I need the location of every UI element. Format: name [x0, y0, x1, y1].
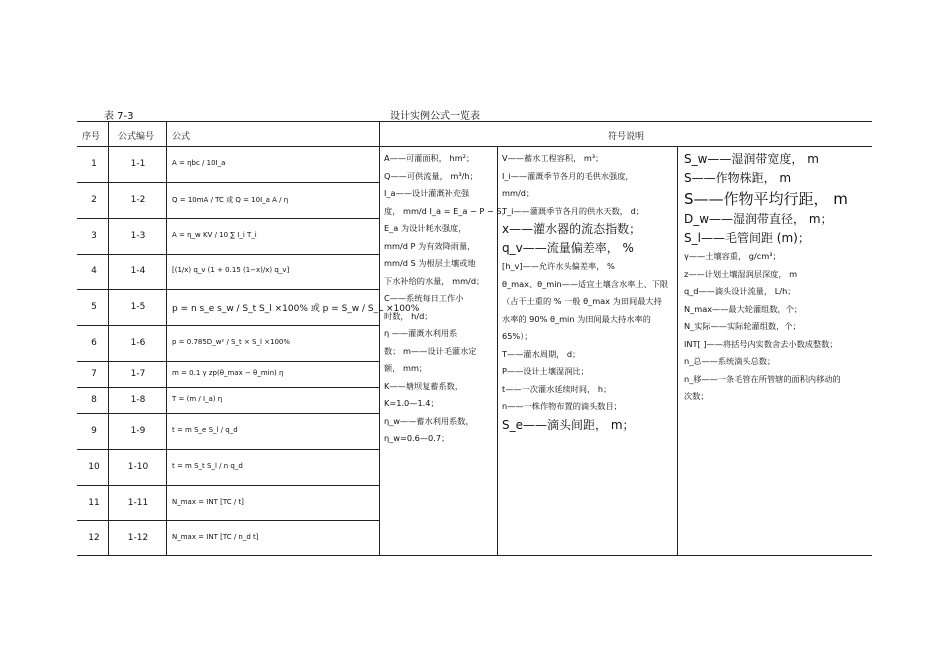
symbol-line: n_总——系统滴头总数；: [684, 356, 776, 366]
row-rule: [77, 182, 379, 183]
symbol-line: η ——灌溉水利用系: [384, 328, 458, 338]
row-code: 1-12: [127, 533, 149, 543]
symbol-line: mm/d P 为有效降雨量，: [384, 240, 476, 251]
row-formula: A = η_w KV / 10 ∑ I_i T_i: [172, 231, 257, 239]
header-code: 公式编号: [118, 132, 155, 142]
symbol-line: T_i——灌溉季节各月的供水天数， d；: [502, 205, 644, 216]
header-rule: [77, 146, 872, 147]
row-rule: [77, 289, 379, 290]
row-formula: p = 0.785D_w² / S_t × S_l ×100%: [172, 338, 291, 346]
row-code: 1-11: [127, 498, 149, 508]
row-formula: T = (m / I_a) η: [172, 395, 223, 403]
symbol-line: n——一株作物布置的滴头数目；: [502, 401, 622, 411]
row-rule: [77, 449, 379, 450]
row-rule: [77, 325, 379, 326]
row-seq: 9: [91, 426, 97, 436]
symbol-line: T——灌水周期， d；: [502, 348, 581, 359]
row-seq: 6: [91, 338, 97, 348]
symbol-line: t——一次灌水延续时间， h；: [502, 383, 612, 394]
row-seq: 12: [88, 533, 100, 543]
row-rule: [77, 485, 379, 486]
symbol-line: I_a——设计灌溉补充强: [384, 188, 470, 198]
symbol-line: γ——土壤容重， g/cm³；: [684, 251, 781, 261]
symbol-line: N_max——最大轮灌组数，个；: [684, 303, 803, 314]
row-seq: 2: [91, 195, 97, 205]
row-code: 1-2: [130, 195, 146, 205]
row-formula: A = ηbc / 10I_a: [172, 159, 226, 167]
row-code: 1-6: [130, 338, 146, 348]
table-bottom-rule: [77, 555, 872, 556]
symbol-line: mm/d；: [502, 188, 535, 198]
row-formula: p = n s_e s_w / S_t S_l ×100% 或 p = S_w / S_L ×100%: [172, 304, 420, 314]
row-code: 1-4: [130, 266, 146, 276]
symbol-line: 数； m——设计毛灌水定: [384, 345, 477, 356]
col-rule: [379, 121, 380, 555]
header-seq: 序号: [82, 132, 101, 142]
symbol-line: q_v——流量偏差率， %: [502, 241, 634, 255]
row-seq: 10: [88, 462, 100, 472]
row-code: 1-9: [130, 426, 146, 436]
symbol-line: INT[ ]——将括号内实数舍去小数成整数；: [684, 338, 838, 349]
col-rule: [677, 146, 678, 555]
symbol-line: η_w=0.6—0.7；: [384, 433, 450, 443]
table-number: 表 7-3: [104, 111, 134, 122]
row-rule: [77, 387, 379, 388]
symbol-line: 时数， h/d；: [384, 310, 433, 321]
row-formula: Q = 10mA / TC 或 Q = 10I_a A / η: [172, 196, 289, 204]
row-code: 1-5: [130, 302, 146, 312]
symbol-line: 下水补给的水量， mm/d；: [384, 275, 485, 286]
row-seq: 11: [88, 498, 100, 508]
header-formula: 公式: [172, 132, 191, 142]
symbol-line: P——设计土壤湿润比；: [502, 366, 589, 376]
row-formula: [(1/x) q_v (1 + 0.15 (1−x)/x) q_v]: [172, 266, 290, 274]
row-rule: [77, 520, 379, 521]
symbol-line: K——塘坝复蓄系数，: [384, 380, 464, 391]
symbol-line: 65%）；: [502, 331, 533, 341]
symbol-line: n_移——一条毛管在所管辖的面积内移动的: [684, 373, 841, 384]
row-formula: N_max = INT [TC / t]: [172, 498, 244, 506]
row-rule: [77, 254, 379, 255]
row-code: 1-3: [130, 231, 146, 241]
symbol-line: （占干土重的 % 一般 θ_max 为田间最大持: [502, 296, 662, 306]
symbol-line: S_l——毛管间距 (m)；: [684, 231, 810, 245]
symbol-line: mm/d S 为根层土壤或地: [384, 258, 476, 268]
row-formula: m = 0.1 γ zp(θ_max − θ_min) η: [172, 369, 284, 377]
row-rule: [77, 361, 379, 362]
symbol-line: 度， mm/d I_a = E_a − P − S，: [384, 205, 510, 216]
symbol-line: Q——可供流量， m³/h；: [384, 170, 478, 181]
row-seq: 1: [91, 159, 97, 169]
symbol-line: η_w——蓄水利用系数，: [384, 415, 474, 426]
symbol-line: D_w——湿润带直径， m；: [684, 212, 833, 226]
symbol-line: I_i——灌溉季节各月的毛供水强度，: [502, 170, 634, 181]
symbol-line: K=1.0—1.4；: [384, 398, 439, 408]
symbol-line: θ_max、θ_min——适宜土壤含水率上、下限: [502, 278, 669, 289]
symbols-column-1: [384, 150, 510, 448]
row-code: 1-1: [130, 159, 146, 169]
symbol-line: S——作物平均行距， m: [684, 190, 848, 208]
symbol-line: 次数；: [684, 391, 709, 401]
symbol-line: z——计划土壤湿润层深度， m: [684, 268, 798, 279]
row-seq: 8: [91, 395, 97, 405]
row-seq: 3: [91, 231, 97, 241]
symbol-line: E_a 为设计耗水强度，: [384, 223, 467, 233]
row-code: 1-7: [130, 369, 146, 379]
symbol-line: 水率的 90% θ_min 为田间最大持水率的: [502, 313, 651, 324]
symbol-line: 额， mm；: [384, 363, 428, 373]
row-seq: 4: [91, 266, 97, 276]
row-rule: [77, 218, 379, 219]
row-code: 1-10: [127, 462, 149, 472]
row-formula: t = m S_e S_l / q_d: [172, 426, 238, 434]
table-top-rule: [77, 121, 872, 122]
symbols-column-2: [502, 150, 674, 435]
symbol-line: N_实际——实际轮灌组数，个；: [684, 321, 801, 331]
row-rule: [77, 413, 379, 414]
row-formula: t = m S_t S_l / n q_d: [172, 462, 243, 470]
row-seq: 7: [91, 369, 97, 379]
symbol-line: C——系统每日工作小: [384, 293, 464, 303]
symbol-line: [h_v]——允许水头偏差率， %: [502, 261, 615, 271]
row-code: 1-8: [130, 395, 146, 405]
symbol-line: S_w——湿润带宽度， m: [684, 152, 819, 166]
table-title: 设计实例公式一览表: [390, 111, 480, 122]
symbol-line: q_d——滴头设计流量， L/h；: [684, 286, 796, 296]
symbol-line: A——可灌面积， hm²；: [384, 153, 475, 163]
symbol-line: S——作物株距， m: [684, 171, 792, 185]
symbol-line: S_e——滴头间距， m；: [502, 417, 635, 432]
symbol-line: V——蓄水工程容积， m³；: [502, 153, 604, 163]
row-formula: N_max = INT [TC / n_d t]: [172, 533, 259, 541]
row-seq: 5: [91, 302, 97, 312]
symbol-line: x——灌水器的流态指数；: [502, 222, 642, 236]
symbols-column-3: [684, 150, 870, 406]
header-symbols: 符号说明: [608, 132, 645, 142]
